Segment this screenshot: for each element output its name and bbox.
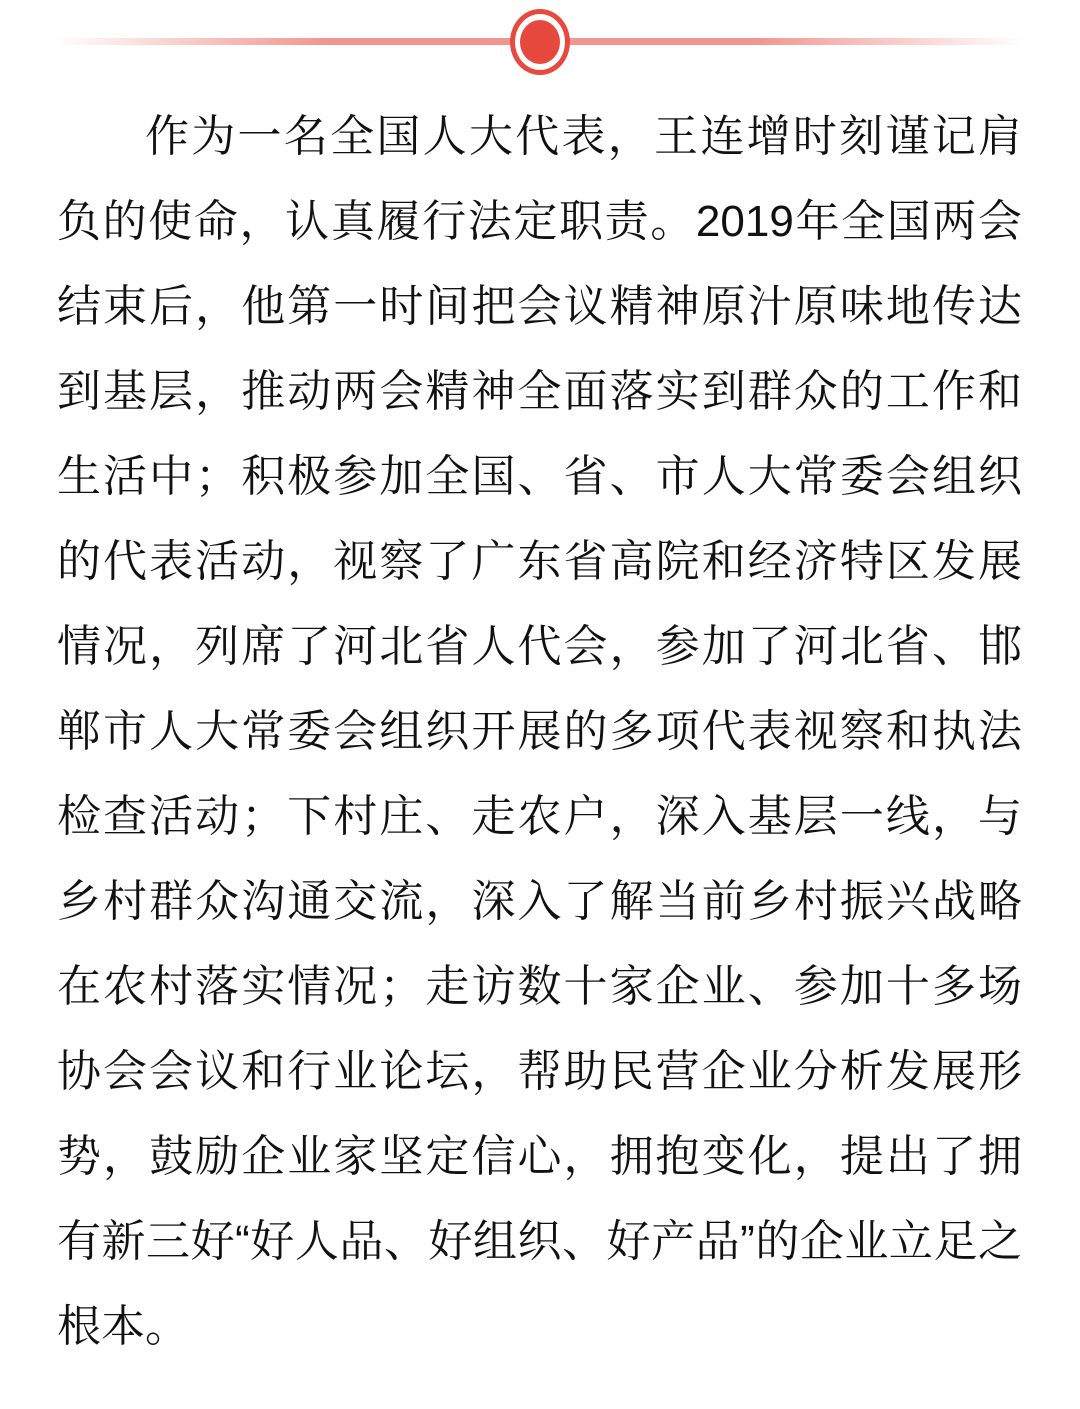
divider-dot-icon (520, 20, 560, 64)
article-paragraph: 作为一名全国人大代表，王连增时刻谨记肩负的使命，认真履行法定职责。2019年全国两会结束后，他第一时间把会议精神原汁原味地传达到基层，推动两会精神全面落实到群众的工作和生活中；积极参加全国、省、市人大常委会组织的代表活动，视察了广东省高院和经济特区发展情况，列席了河北省人代会，参加了河北省、邯郸市人大常委会组织开展的多项代表视察和执法检查活动；下村庄、走农户，深入基层一线，与乡村群众沟通交流，深入了解当前乡村振兴战略在农村落实情况；走访数十家企业、参加十多场协会会议和行业论坛，帮助民营企业分析发展形势，鼓励企业家坚定信心，拥抱变化，提出了拥有新三好“好人品、好组织、好产品”的企业立足之根本。 (57, 112, 1022, 1351)
article-body (0, 94, 1080, 1409)
section-divider (0, 0, 1080, 94)
divider-circle-icon (510, 9, 570, 75)
